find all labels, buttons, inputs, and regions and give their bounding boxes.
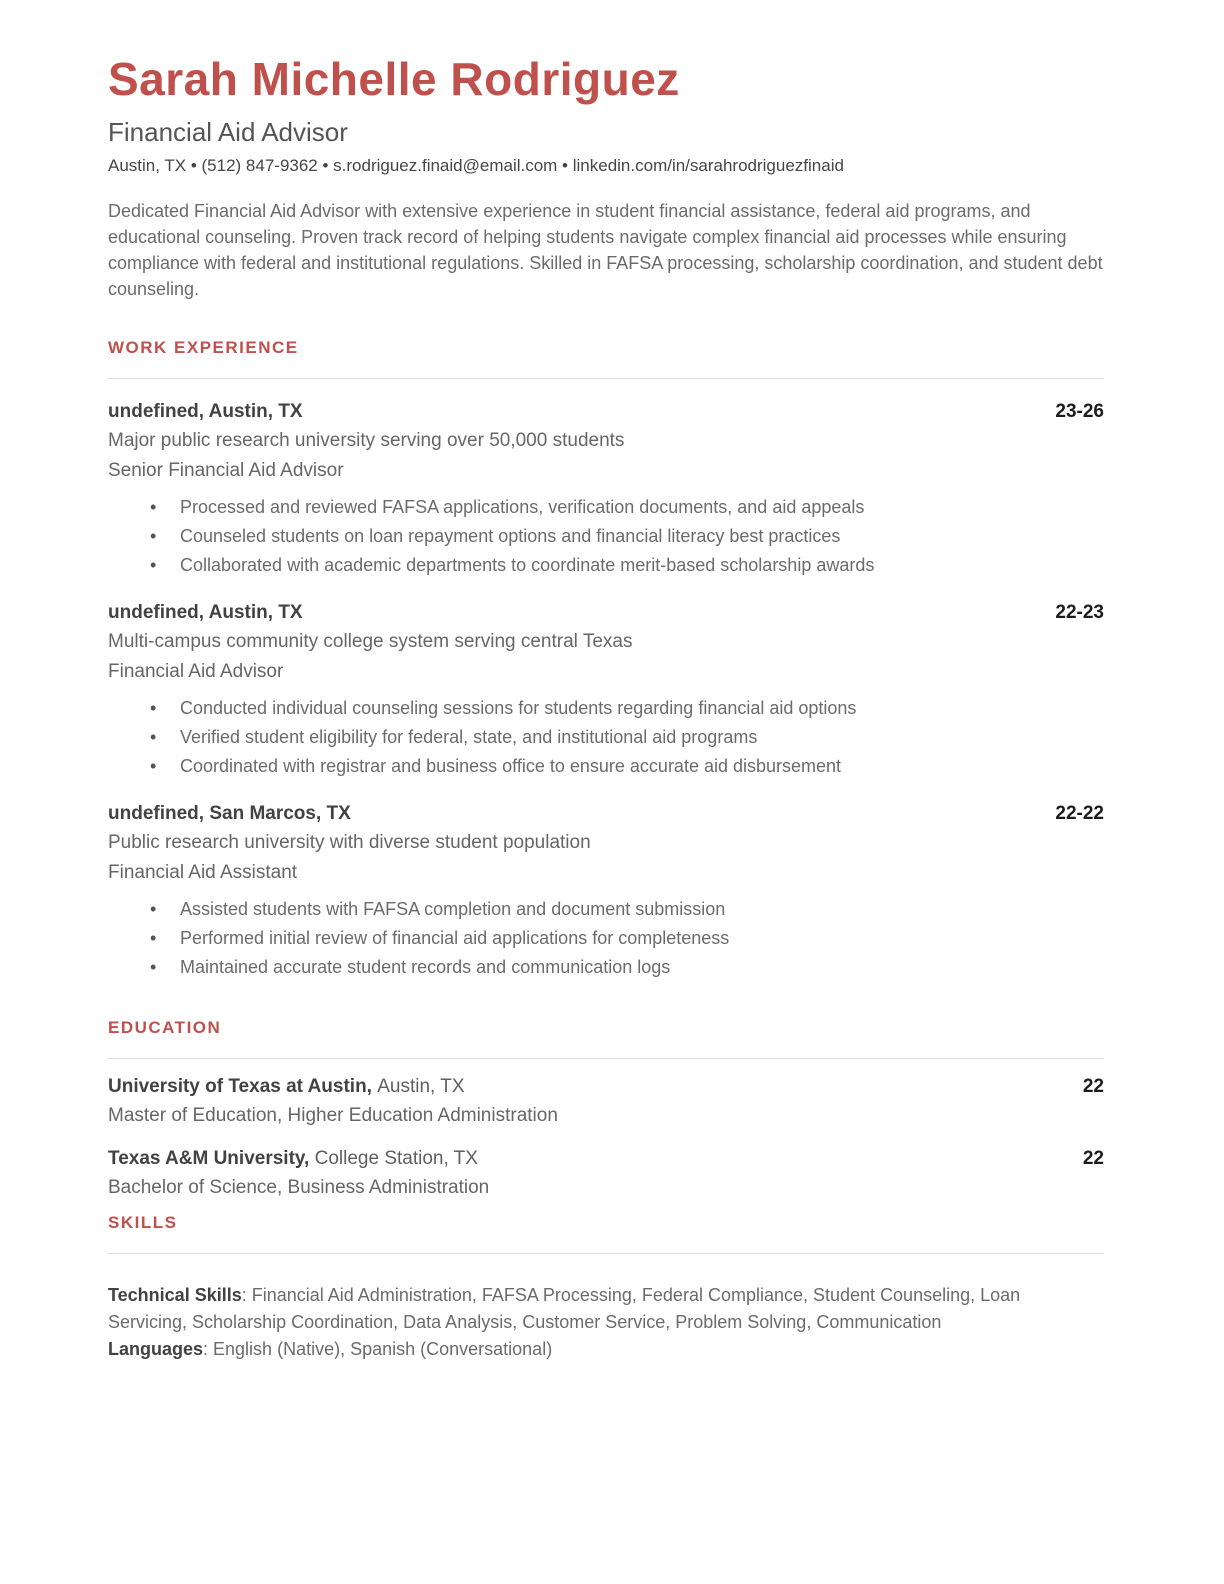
job-description: Multi-campus community college system serving central Texas <box>108 630 633 652</box>
school-name: University of Texas at Austin, <box>108 1075 372 1097</box>
work-section-heading: WORK EXPERIENCE <box>108 337 299 357</box>
section-work-experience <box>108 338 1104 982</box>
education-dates: 22 <box>1082 1147 1104 1169</box>
bullet-item: • Coordinated with registrar and business office to ensure accurate aid disbursement <box>108 752 1104 781</box>
school-name: Texas A&M University, <box>108 1147 310 1169</box>
school-name-location <box>108 1076 465 1098</box>
section-divider <box>108 378 1104 379</box>
job-employer-location: undefined, Austin, TX <box>108 400 303 422</box>
job-entry <box>108 602 1104 781</box>
job-bullet-list <box>108 694 1104 781</box>
job-description: Major public research university serving over 50,000 students <box>108 429 625 451</box>
bullet-item: • Maintained accurate student records and communication logs <box>108 953 1104 982</box>
job-role: Senior Financial Aid Advisor <box>108 459 344 481</box>
education-section-heading: EDUCATION <box>108 1017 222 1037</box>
section-divider <box>108 1058 1104 1059</box>
degree: Bachelor of Science, Business Administration <box>108 1176 490 1198</box>
section-divider <box>108 1253 1104 1254</box>
education-title-row <box>108 1076 1104 1098</box>
education-entry <box>108 1148 1104 1203</box>
bullet-item: • Verified student eligibility for federal, state, and institutional aid programs <box>108 723 1104 752</box>
job-dates: 22-23 <box>1055 601 1104 623</box>
skills-text: : English (Native), Spanish (Conversational) <box>203 1338 553 1359</box>
candidate-name: Sarah Michelle Rodriguez <box>108 53 680 105</box>
job-bullet-list <box>108 895 1104 982</box>
job-employer-location: undefined, Austin, TX <box>108 601 303 623</box>
skills-line <box>108 1336 1104 1363</box>
education-dates: 22 <box>1082 1075 1104 1097</box>
job-title-row <box>108 401 1104 423</box>
bullet-item: • Processed and reviewed FAFSA applications, verification documents, and aid appeals <box>108 493 1104 522</box>
school-location: Austin, TX <box>377 1075 465 1097</box>
section-education <box>108 1018 1104 1203</box>
job-dates: 23-26 <box>1055 400 1104 422</box>
school-location: College Station, TX <box>314 1147 478 1169</box>
job-description: Public research university with diverse student population <box>108 831 591 853</box>
job-employer-location: undefined, San Marcos, TX <box>108 802 351 824</box>
section-skills <box>108 1213 1104 1363</box>
skills-label: Languages <box>108 1338 204 1359</box>
resume-header <box>108 54 1104 302</box>
job-role: Financial Aid Advisor <box>108 660 284 682</box>
bullet-item: • Counseled students on loan repayment options and financial literacy best practices <box>108 522 1104 551</box>
job-entry <box>108 803 1104 982</box>
job-dates: 22-22 <box>1055 802 1104 824</box>
summary-text: Dedicated Financial Aid Advisor with extensive experience in student financial assistance, federal aid programs, and educational counseling. Proven track record of helping students navigate complex financial aid processes while ensuring compliance with federal and institutional regulations. Skilled in FAFSA processing, scholarship coordination, and student debt counseling. <box>108 200 1103 299</box>
candidate-job-title: Financial Aid Advisor <box>108 116 348 147</box>
school-name-location <box>108 1148 478 1170</box>
job-entry <box>108 401 1104 580</box>
contact-line: Austin, TX • (512) 847-9362 • s.rodriguez.finaid@email.com • linkedin.com/in/sarahrodriguezfinaid <box>108 155 844 175</box>
bullet-item: • Assisted students with FAFSA completion and document submission <box>108 895 1104 924</box>
bullet-item: • Conducted individual counseling sessions for students regarding financial aid options <box>108 694 1104 723</box>
job-title-row <box>108 803 1104 825</box>
skills-section-heading: SKILLS <box>108 1212 178 1232</box>
skills-line <box>108 1282 1104 1336</box>
skills-label: Technical Skills <box>108 1284 242 1305</box>
bullet-item: • Performed initial review of financial aid applications for completeness <box>108 924 1104 953</box>
skills-text: : Financial Aid Administration, FAFSA Processing, Federal Compliance, Student Counseling, Loan Servicing, Scholarship Coordination, Data Analysis, Customer Service, Problem Solving, Communication <box>108 1284 1021 1332</box>
degree: Master of Education, Higher Education Administration <box>108 1104 558 1126</box>
job-title-row <box>108 602 1104 624</box>
job-bullet-list <box>108 493 1104 580</box>
education-title-row <box>108 1148 1104 1170</box>
job-role: Financial Aid Assistant <box>108 861 298 883</box>
education-entry <box>108 1076 1104 1131</box>
bullet-item: • Collaborated with academic departments to coordinate merit-based scholarship awards <box>108 551 1104 580</box>
skills-block <box>108 1282 1104 1363</box>
